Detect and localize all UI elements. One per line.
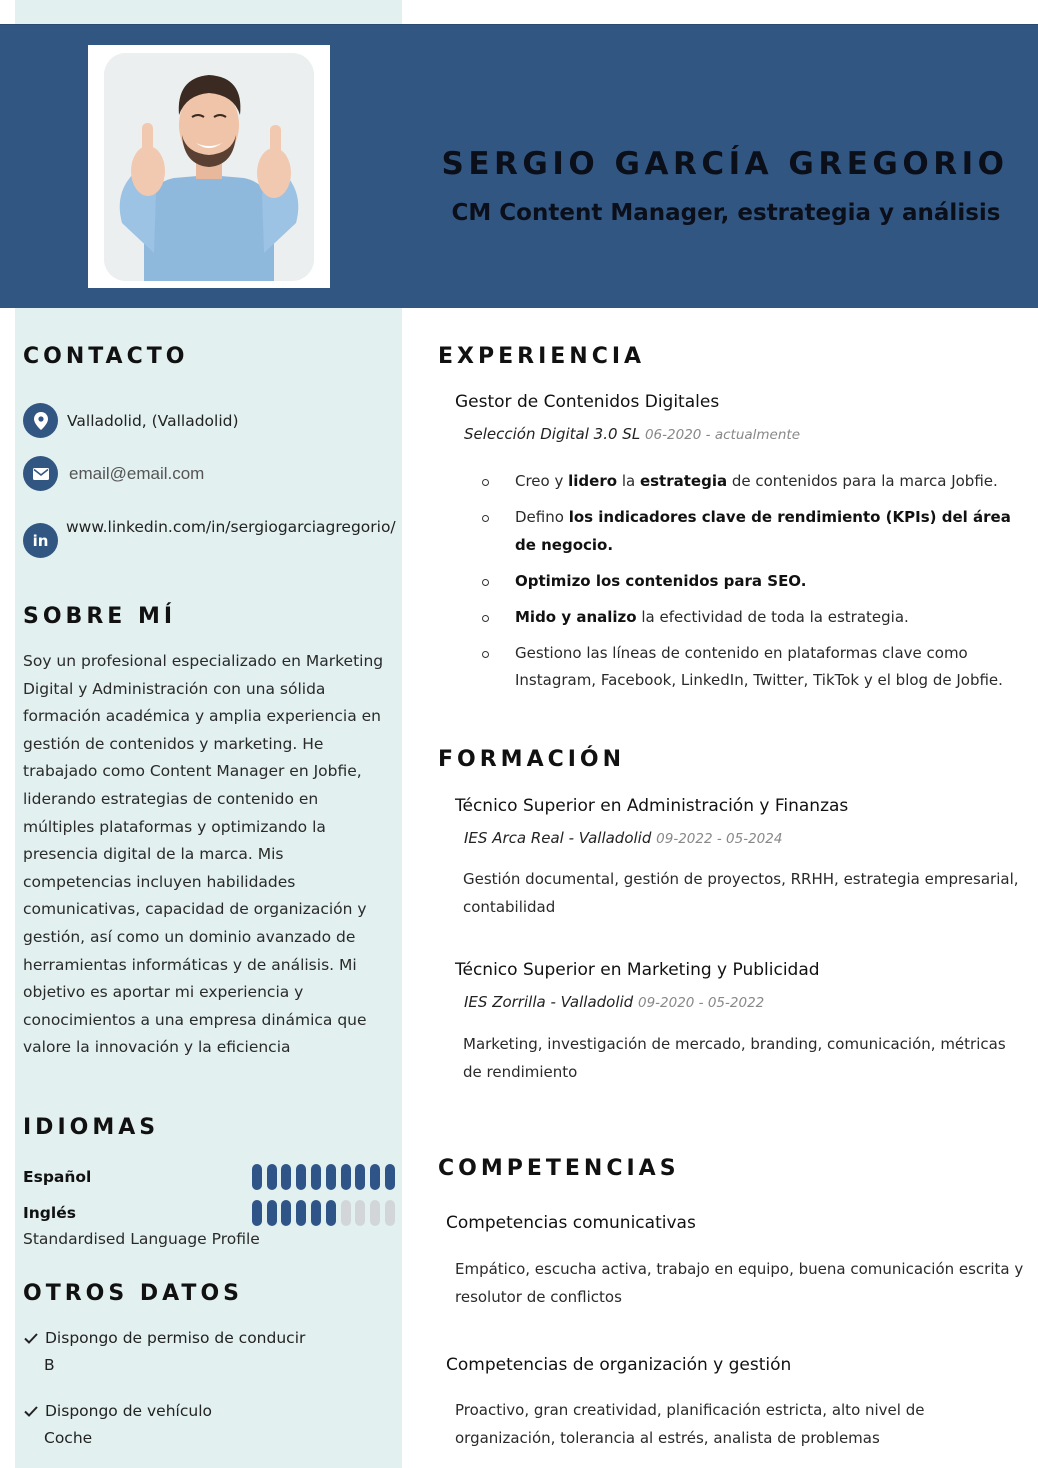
section-title-experience: EXPERIENCIA xyxy=(438,344,646,369)
education-dates: 09-2022 - 05-2024 xyxy=(656,831,783,847)
responsibility-item: Gestiono las líneas de contenido en plataformas clave como Instagram, Facebook, LinkedIn, Twitter, TikTok y el blog de Jobfie. xyxy=(480,640,1020,695)
education-school: IES Zorrilla - Valladolid xyxy=(464,993,634,1011)
responsibility-item: Optimizo los contenidos para SEO. xyxy=(480,568,1020,596)
checkmark-icon xyxy=(23,1406,39,1417)
language-level-segment xyxy=(355,1200,365,1226)
location-text: Valladolid, (Valladolid) xyxy=(67,411,239,430)
language-level-segment xyxy=(341,1200,351,1226)
responsibility-item: Mido y analizo la efectividad de toda la estrategia. xyxy=(480,604,1020,632)
language-level-segment xyxy=(267,1200,277,1226)
job-meta xyxy=(464,425,800,443)
skill-group-description: Proactivo, gran creatividad, planificación estricta, alto nivel de organización, tolerancia al estrés, analista de problemas xyxy=(455,1401,925,1447)
language-level-segment xyxy=(355,1164,365,1190)
section-title-skills: COMPETENCIAS xyxy=(438,1156,680,1181)
education-title: Técnico Superior en Administración y Finanzas xyxy=(455,796,849,816)
section-title-about: SOBRE MÍ xyxy=(23,604,177,629)
language-level-segment xyxy=(326,1200,336,1226)
language-level-segment xyxy=(281,1164,291,1190)
language-level-segment xyxy=(252,1164,262,1190)
checkmark-icon xyxy=(23,1333,39,1344)
education-description: Gestión documental, gestión de proyectos, RRHH, estrategia empresarial, contabilidad xyxy=(463,870,1019,916)
linkedin-link[interactable]: www.linkedin.com/in/sergiogarciagregorio/ xyxy=(66,518,396,536)
responsibility-item: Defino los indicadores clave de rendimiento (KPIs) del área de negocio. xyxy=(480,504,1020,559)
section-title-other: OTROS DATOS xyxy=(23,1281,243,1306)
education-meta xyxy=(464,993,764,1011)
other-data-label: Dispongo de permiso de conducir xyxy=(45,1329,306,1347)
section-title-languages: IDIOMAS xyxy=(23,1115,160,1140)
language-level-segment xyxy=(281,1200,291,1226)
language-level-segment xyxy=(370,1200,380,1226)
language-row xyxy=(23,1200,395,1226)
about-text: Soy un profesional especializado en Marketing Digital y Administración con una sólida formación académica y amplia experiencia en gestión de contenidos y marketing. He trabajado como Content Manager en Jobfie, liderando estrategias de contenido en múltiples plataformas y optimizando la presencia digital de la marca. Mis competencias incluyen habilidades comunicativas, capacidad de organización y gestión, así como un dominio avanzado de herramientas informáticas y de análisis. Mi objetivo es aportar mi experiencia y conocimientos a una empresa dinámica que valore la innovación y la eficiencia xyxy=(23,652,384,1057)
person-illustration-icon xyxy=(104,53,314,281)
candidate-headline: CM Content Manager, estrategia y análisis xyxy=(451,200,1001,226)
location-pin-icon xyxy=(23,403,58,438)
profile-photo xyxy=(104,53,314,281)
section-title-contact: CONTACTO xyxy=(23,344,189,369)
section-title-education: FORMACIÓN xyxy=(438,747,626,772)
education-meta xyxy=(464,829,782,847)
job-company: Selección Digital 3.0 SL xyxy=(464,425,641,443)
language-level-segment xyxy=(370,1164,380,1190)
language-level-segment xyxy=(296,1164,306,1190)
profile-photo-frame xyxy=(88,45,330,288)
other-data-label: Dispongo de vehículo xyxy=(45,1402,212,1420)
skill-group-title: Competencias de organización y gestión xyxy=(446,1355,792,1375)
education-dates: 09-2020 - 05-2022 xyxy=(637,995,765,1011)
other-data-value: Coche xyxy=(44,1429,93,1447)
contact-location xyxy=(23,403,239,438)
skill-group-description: Empático, escucha activa, trabajo en equipo, buena comunicación escrita y resolutor de conflictos xyxy=(455,1260,1024,1306)
email-link[interactable]: email@email.com xyxy=(69,463,205,483)
language-level-segment xyxy=(267,1164,277,1190)
language-level-segment xyxy=(252,1200,262,1226)
language-row xyxy=(23,1164,395,1190)
education-description: Marketing, investigación de mercado, branding, comunicación, métricas de rendimiento xyxy=(463,1035,1006,1081)
job-responsibilities-list xyxy=(480,468,1020,703)
language-level-segment xyxy=(385,1164,395,1190)
linkedin-icon: in xyxy=(23,523,58,558)
language-level-bars xyxy=(252,1200,395,1226)
language-level-segment xyxy=(326,1164,336,1190)
other-data-value: B xyxy=(44,1356,55,1374)
language-level-segment xyxy=(385,1200,395,1226)
language-name: Español xyxy=(23,1168,92,1186)
candidate-name: SERGIO GARCÍA GREGORIO xyxy=(441,146,1009,182)
other-data-item xyxy=(23,1329,305,1374)
job-dates: 06-2020 - actualmente xyxy=(644,427,801,443)
envelope-icon xyxy=(23,456,58,491)
education-school: IES Arca Real - Valladolid xyxy=(464,829,652,847)
contact-email[interactable] xyxy=(23,456,204,491)
contact-linkedin-icon-wrap xyxy=(23,523,58,558)
education-title: Técnico Superior en Marketing y Publicidad xyxy=(455,960,820,980)
language-name: Inglés xyxy=(23,1204,76,1222)
language-level-segment xyxy=(296,1200,306,1226)
responsibility-item: Creo y lidero la estrategia de contenidos para la marca Jobfie. xyxy=(480,468,1020,496)
other-data-item xyxy=(23,1402,212,1447)
skill-group-title: Competencias comunicativas xyxy=(446,1213,696,1233)
job-title: Gestor de Contenidos Digitales xyxy=(455,392,720,412)
language-level-bars xyxy=(252,1164,395,1190)
language-level-segment xyxy=(341,1164,351,1190)
language-profile-note: Standardised Language Profile xyxy=(23,1230,260,1248)
language-level-segment xyxy=(311,1200,321,1226)
language-level-segment xyxy=(311,1164,321,1190)
